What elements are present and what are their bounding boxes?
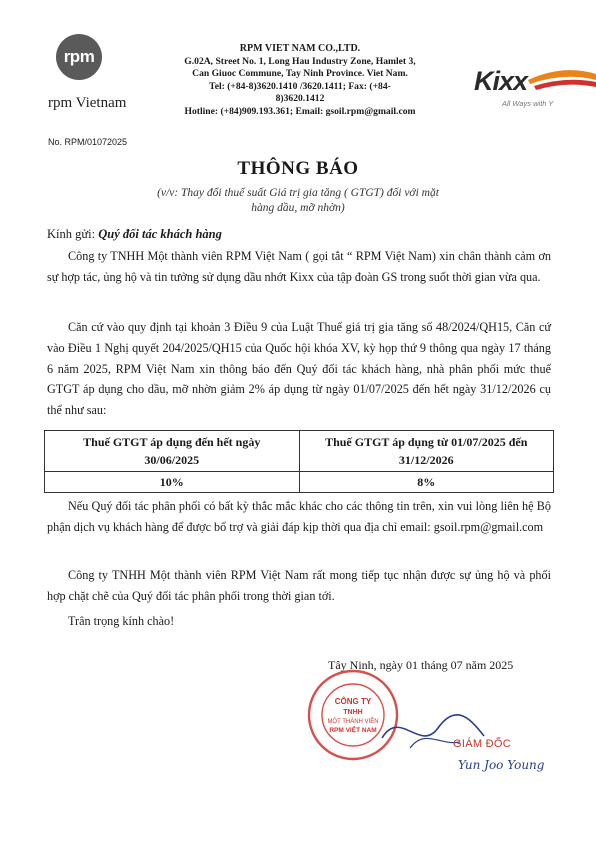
paragraph-contact: Nếu Quý đối tác phân phối có bất kỳ thắc mắc khác cho các thông tin trên, xin vui lòng liên hệ Bộ phận dịch vụ khách hàng để được bổ trợ và giải đáp kịp thời qua địa chỉ email: gsoil.rpm@gmail.com — [47, 499, 551, 534]
rpm-logo-name: rpm Vietnam — [48, 95, 127, 111]
new-rate-value: 8% — [299, 472, 554, 493]
notice-subtitle: (v/v: Thay đổi thuế suất Giá trị gia tăng ( GTGT) đối với mặt hàng dầu, mỡ nhờn) — [157, 187, 439, 214]
table-row — [45, 472, 554, 493]
paragraph-cooperation: Công ty TNHH Một thành viên RPM Việt Nam rất mong tiếp tục nhận được sự ủng hộ và phối hợp chặt chẽ của Quý đối tác phân phối trong thời gian tới. — [47, 568, 551, 603]
company-hotline: Hotline: (+84)909.193.361; Email: gsoil.rpm@gmail.com — [184, 105, 416, 117]
paragraph-thanks: Công ty TNHH Một thành viên RPM Việt Nam ( gọi tắt “ RPM Việt Nam) xin chân thành cảm ơn sự hợp tác, ủng hộ và tin tưởng sử dụng dầu nhớt Kixx của tập đoàn GS trong suốt thời gian vừa qua. — [47, 249, 551, 284]
svg-text:CÔNG TY: CÔNG TY — [334, 697, 372, 706]
document-number: No. RPM/01072025 — [48, 137, 128, 147]
company-address-1: G.02A, Street No. 1, Long Hau Industry Zone, Hamlet 3, — [184, 55, 416, 67]
company-name: RPM VIET NAM CO.,LTD. — [239, 43, 361, 54]
salutation-prefix: Kính gửi: — [47, 227, 99, 241]
company-header — [150, 43, 450, 119]
place-date: Tây Ninh, ngày 01 tháng 07 năm 2025 — [328, 658, 514, 672]
signer-name: Yun Joo Young — [458, 758, 545, 772]
svg-text:MỘT THÀNH VIÊN: MỘT THÀNH VIÊN — [327, 719, 379, 725]
header-old-line2: 30/06/2025 — [144, 453, 200, 467]
paragraph-legal-basis: Căn cứ vào quy định tại khoản 3 Điều 9 của Luật Thuế giá trị gia tăng số 48/2024/QH15, Căn cứ vào Điều 1 Nghị quyết 204/2025/QH15 của Quốc hội khóa XV, kỳ họp thứ 9 thông qua ngày 17 tháng 6 năm 2025, RPM Việt Nam xin thông báo đến Quý đối tác khách hàng, nhà phân phối mức thuế GTGT áp dụng cho dầu, mỡ nhờn giảm 2% áp dụng từ ngày 01/07/2025 đến hết ngày 31/12/2026 cụ thể như sau: — [47, 320, 551, 418]
company-address-2: Can Giuoc Commune, Tay Ninh Province. Viet Nam. — [192, 68, 408, 80]
rpm-logo-mark: rpm — [56, 34, 102, 80]
company-tel-1: Tel: (+84-8)3620.1410 /3620.1411; Fax: (+84- — [209, 80, 391, 92]
kixx-tagline: All Ways with Y — [502, 99, 554, 108]
paragraph-closing: Trân trọng kính chào! — [68, 614, 175, 628]
table-header-row — [45, 431, 554, 472]
kixx-brand-logo — [468, 66, 596, 112]
kixx-wordmark: Kixx — [474, 66, 528, 96]
table-header-old-rate — [45, 431, 300, 472]
director-title: GIÁM ĐỐC — [453, 738, 512, 750]
table-header-new-rate — [299, 431, 554, 472]
notice-title: THÔNG BÁO — [237, 158, 359, 179]
svg-text:RPM VIỆT NAM: RPM VIỆT NAM — [329, 727, 377, 734]
svg-text:TNHH: TNHH — [343, 709, 363, 716]
header-old-line1: Thuế GTGT áp dụng đến hết ngày — [83, 435, 261, 449]
company-tel-2: 8)3620.1412 — [275, 93, 325, 105]
salutation — [47, 227, 222, 242]
header-new-line1: Thuế GTGT áp dụng từ 01/07/2025 đến — [325, 435, 528, 449]
header-new-line2: 31/12/2026 — [398, 453, 454, 467]
old-rate-value: 10% — [45, 472, 300, 493]
vat-rate-table — [44, 430, 554, 493]
salutation-recipient: Quý đối tác khách hàng — [98, 227, 222, 241]
